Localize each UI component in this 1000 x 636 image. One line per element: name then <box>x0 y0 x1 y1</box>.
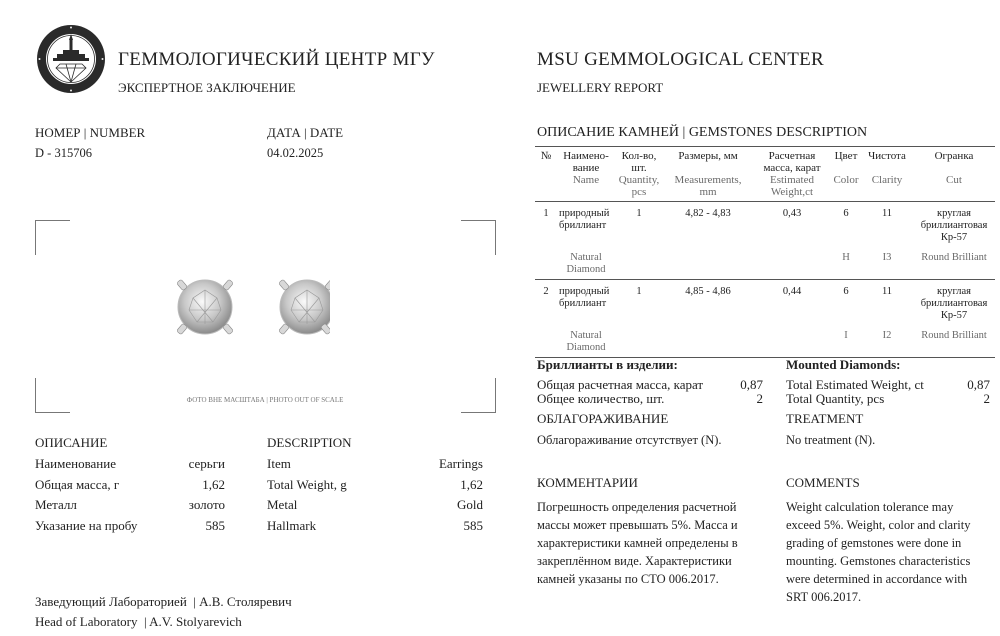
table-row: Natural Diamond H I3 Round Brilliant <box>535 244 995 280</box>
earrings-photo <box>170 272 330 342</box>
header-subtitle-en: JEWELLERY REPORT <box>537 80 664 95</box>
comments-en-heading: COMMENTS <box>786 475 860 490</box>
description-en-row: Metal Gold <box>267 497 483 512</box>
col-weight-en: Estimated Weight,ct <box>770 174 814 198</box>
col-clarity-en: Clarity <box>871 174 903 186</box>
col-qty-ru: Кол-во, шт. <box>621 150 657 174</box>
comments-ru-text: Погрешность определения расчетной массы может превышать 5%. Масса и характеристики камней определены в закреплённом виде. Характеристики камней указаны по СТО 006.2017. <box>537 500 738 586</box>
treatment-ru-heading: ОБЛАГОРАЖИВАНИЕ <box>537 411 669 426</box>
treatment-en-heading: TREATMENT <box>786 411 864 426</box>
description-en-row: Total Weight, g 1,62 <box>267 477 483 492</box>
mounted-en-qty-row: Total Quantity, pcs 2 <box>786 391 990 406</box>
header-subtitle-ru: ЭКСПЕРТНОЕ ЗАКЛЮЧЕНИЕ <box>118 80 296 95</box>
col-qty-en: Quantity, pcs <box>618 174 660 198</box>
photo-caption: ФОТО ВНЕ МАСШТАБА | PHOTO OUT OF SCALE <box>186 396 344 404</box>
mounted-en-heading: Mounted Diamonds: <box>786 357 901 372</box>
header-title-ru: ГЕММОЛОГИЧЕСКИЙ ЦЕНТР МГУ <box>118 49 435 70</box>
mounted-ru-qty-row: Общее количество, шт. 2 <box>537 391 763 406</box>
left-earring <box>176 279 233 335</box>
description-en-row: Hallmark 585 <box>267 518 483 533</box>
col-size-en: Measurements, mm <box>674 174 742 198</box>
table-row: 2 природный бриллиант 1 4,85 - 4,86 0,44 6 11 круглая бриллиантовая Кр-57 <box>543 286 988 321</box>
col-color-ru: Цвет <box>834 150 858 162</box>
report-number-label: НОМЕР | NUMBER <box>35 125 146 140</box>
right-earring <box>278 279 330 335</box>
mounted-ru-heading: Бриллианты в изделии: <box>537 357 678 372</box>
col-no: № <box>540 150 552 162</box>
col-name-ru: Наимено-вание <box>563 150 609 174</box>
signature-ru: Заведующий Лабораторией | А.В. Столяревич <box>35 594 292 609</box>
frame-corner-tr <box>461 220 496 255</box>
table-row: 1 природный бриллиант 1 4,82 - 4,83 0,43 6 11 круглая бриллиантовая Кр-57 <box>543 208 988 243</box>
header-title-en: MSU GEMMOLOGICAL CENTER <box>537 49 824 70</box>
report-date-value: 04.02.2025 <box>267 146 324 160</box>
table-row: Natural Diamond I I2 Round Brilliant <box>535 322 995 358</box>
mounted-ru-weight-row: Общая расчетная масса, карат 0,87 <box>537 377 763 392</box>
signature-en: Head of Laboratory | A.V. Stolyarevich <box>35 614 242 629</box>
gemstones-heading: ОПИСАНИЕ КАМНЕЙ | GEMSTONES DESCRIPTION <box>537 125 868 140</box>
mounted-en-weight-row: Total Estimated Weight, ct 0,87 <box>786 377 990 392</box>
report-number-value: D - 315706 <box>35 146 92 160</box>
description-ru-row: Общая масса, г 1,62 <box>35 477 225 492</box>
col-cut-en: Cut <box>946 174 962 186</box>
comments-ru-heading: КОММЕНТАРИИ <box>537 475 638 490</box>
col-size-ru: Размеры, мм <box>678 150 738 162</box>
msu-seal-logo <box>36 24 106 94</box>
gemstones-header-row-en <box>535 174 995 202</box>
report-date-label: ДАТА | DATE <box>267 125 344 140</box>
col-weight-ru: Расчетная масса, карат <box>763 150 821 174</box>
treatment-ru-text: Облагораживание отсутствует (N). <box>537 433 722 447</box>
gemstones-header-row-ru <box>535 147 995 174</box>
description-ru-row: Указание на пробу 585 <box>35 518 225 533</box>
col-clarity-ru: Чистота <box>868 150 906 162</box>
description-en-heading: DESCRIPTION <box>267 435 352 450</box>
description-ru-heading: ОПИСАНИЕ <box>35 435 108 450</box>
description-ru-row: Металл золото <box>35 497 225 512</box>
col-name-en: Name <box>572 174 600 186</box>
description-en-row: Item Earrings <box>267 456 483 471</box>
treatment-en-text: No treatment (N). <box>786 433 876 447</box>
frame-corner-tl <box>35 220 70 255</box>
description-ru-row: Наименование серьги <box>35 456 225 471</box>
col-color-en: Color <box>833 174 859 186</box>
col-cut-ru: Огранка <box>934 150 974 162</box>
gemstones-table <box>535 147 995 358</box>
comments-en-text: Weight calculation tolerance may exceed 5%. Weight, color and clarity grading of gemstones were done in mounting. Gemstones characteristics were determined in accordance with SRT 006.2017. <box>786 500 971 604</box>
